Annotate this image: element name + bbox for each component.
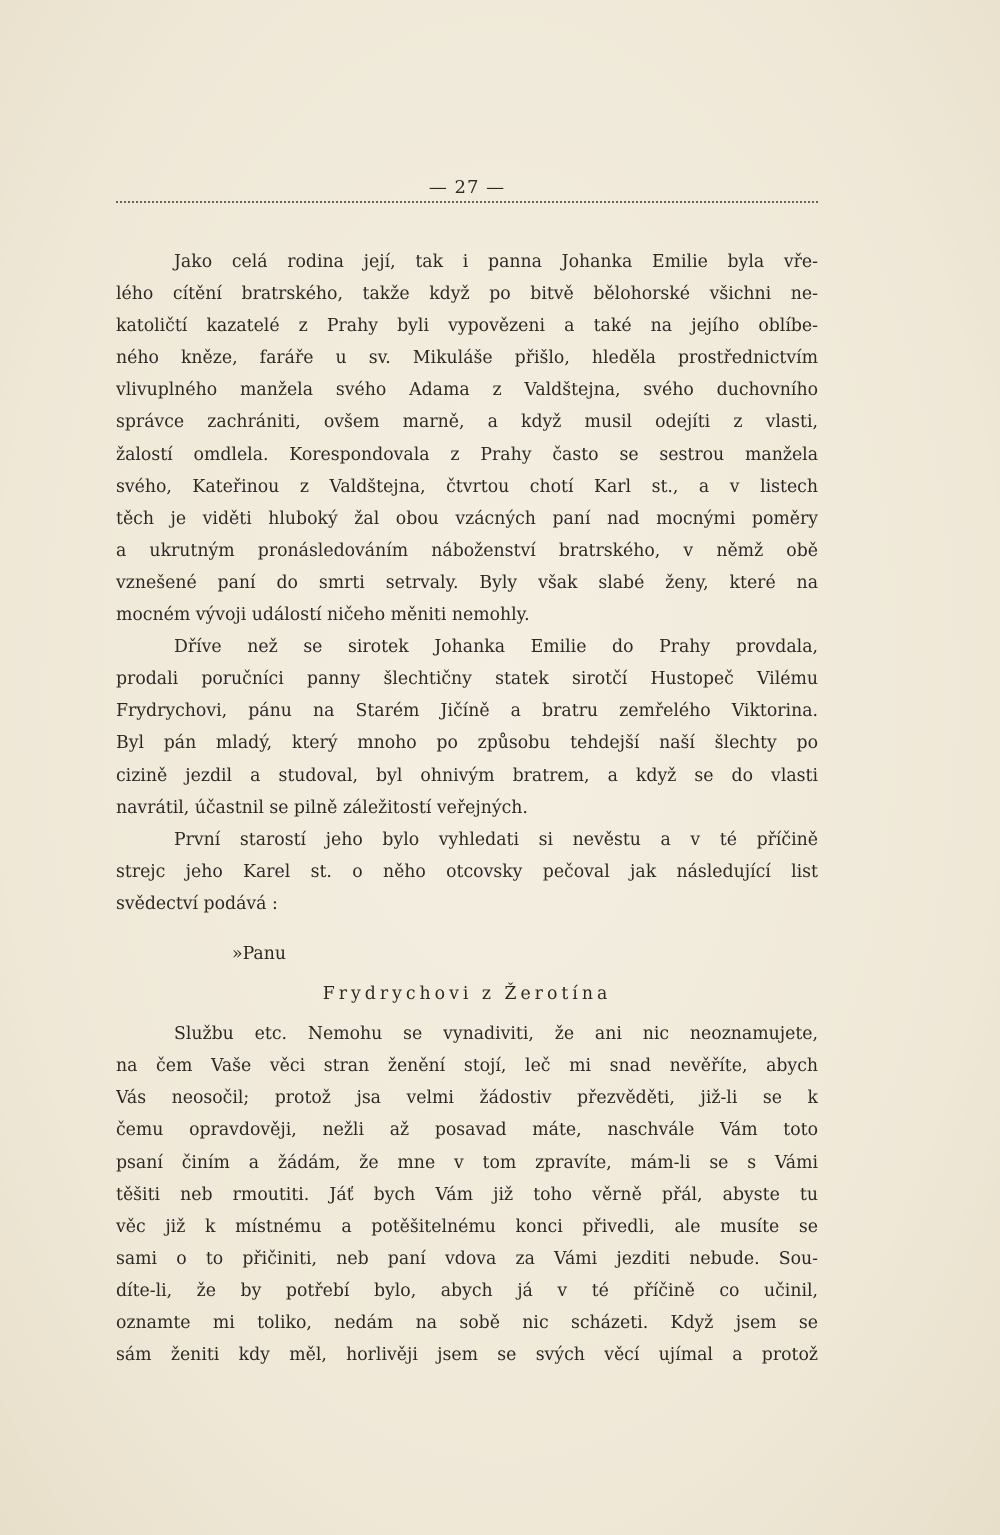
text-line: žalostí omdlela. Korespondovala z Prahy často se sestrou manžela (116, 444, 818, 465)
text-line: správce zachrániti, ovšem marně, a když musil odejíti z vlasti, (116, 412, 818, 433)
letter (116, 938, 818, 1371)
text-line: oznamte mi toliko, nedám na sobě nic scházeti. Když jsem se (116, 1313, 818, 1333)
text-line: svědectví podává : (116, 893, 278, 914)
text-line: sami o to přičiniti, neb paní vdova za Vámi jezditi nebude. Sou- (116, 1248, 818, 1269)
text-line: na čem Vaše věci stran ženění stojí, leč mi snad nevěříte, abych (116, 1056, 818, 1077)
text-line: svého, Kateřinou z Valdštejna, čtvrtou chotí Karl st., a v listech (116, 476, 818, 497)
text-line: Vás neosočil; protož jsa velmi žádostiv přezvěděti, již-li se k (116, 1088, 818, 1109)
paragraph-2 (116, 631, 818, 824)
text-line: vznešené paní do smrti setrvaly. Byly však slabé ženy, které na (116, 572, 818, 593)
text-line: navrátil, účastnil se pilně záležitostí veřejných. (116, 797, 528, 818)
text-line: prodali poručníci panny šlechtičny statek sirotčí Hustopeč Vilému (116, 669, 818, 690)
text-line: vlivuplného manžela svého Adama z Valdštejna, svého duchovního (116, 380, 818, 401)
text-line: Službu etc. Nemohu se vynadiviti, že ani nic neoznamujete, (174, 1024, 818, 1045)
letter-salutation: »Panu (232, 943, 286, 964)
body-text (116, 246, 818, 1371)
text-line: psaní činím a žádám, že mne v tom zpravíte, mám-li se s Vámi (116, 1152, 818, 1173)
page-number: — 27 — (428, 177, 506, 198)
text-line: cizině jezdil a studoval, byl ohnivým bratrem, a když se do vlasti (116, 765, 818, 786)
text-line: a ukrutným pronásledováním náboženství bratrského, v němž obě (116, 540, 818, 561)
text-line: Byl pán mladý, který mnoho po způsobu tehdejší naší šlechty po (116, 733, 818, 754)
letter-addressee: Frydrychovi z Žerotína (322, 984, 612, 1005)
text-line: lého cítění bratrského, takže když po bitvě bělohorské všichni ne- (116, 284, 818, 305)
text-line: katoličtí kazatelé z Prahy byli vypovězeni a také na jejího oblíbe- (116, 316, 818, 337)
text-line: těšiti neb rmoutiti. Jáť bych Vám již toho věrně přál, abyste tu (116, 1184, 818, 1205)
text-line: První starostí jeho bylo vyhledati si nevěstu a v té příčině (174, 829, 818, 850)
text-line: Frydrychovi, pánu na Starém Jičíně a bratru zemřelého Viktorina. (116, 701, 818, 722)
text-line: strejc jeho Karel st. o něho otcovsky pečoval jak následující list (116, 861, 818, 882)
paragraph-1 (116, 246, 818, 631)
text-line: díte-li, že by potřebí bylo, abych já v té příčině co učinil, (116, 1280, 818, 1301)
text-line: sám ženiti kdy měl, horlivěji jsem se svých věcí ujímal a protož (116, 1345, 818, 1366)
text-line: Dříve než se sirotek Johanka Emilie do Prahy provdala, (174, 637, 818, 658)
text-line: věc již k místnému a potěšitelnému konci přivedli, ale musíte se (116, 1216, 818, 1237)
text-line: Jako celá rodina její, tak i panna Johanka Emilie byla vře- (174, 252, 818, 272)
header-rule (116, 201, 818, 203)
text-line: ného kněze, faráře u sv. Mikuláše přišlo, hleděla prostřednictvím (116, 348, 818, 369)
paragraph-3 (116, 824, 818, 920)
text-line: čemu opravdověji, nežli až posavad máte, naschvále Vám toto (116, 1120, 818, 1141)
text-line: těch je viděti hluboký žal obou vzácných paní nad mocnými poměry (116, 508, 818, 529)
text-line: mocném vývoji událostí ničeho měniti nemohly. (116, 605, 530, 626)
